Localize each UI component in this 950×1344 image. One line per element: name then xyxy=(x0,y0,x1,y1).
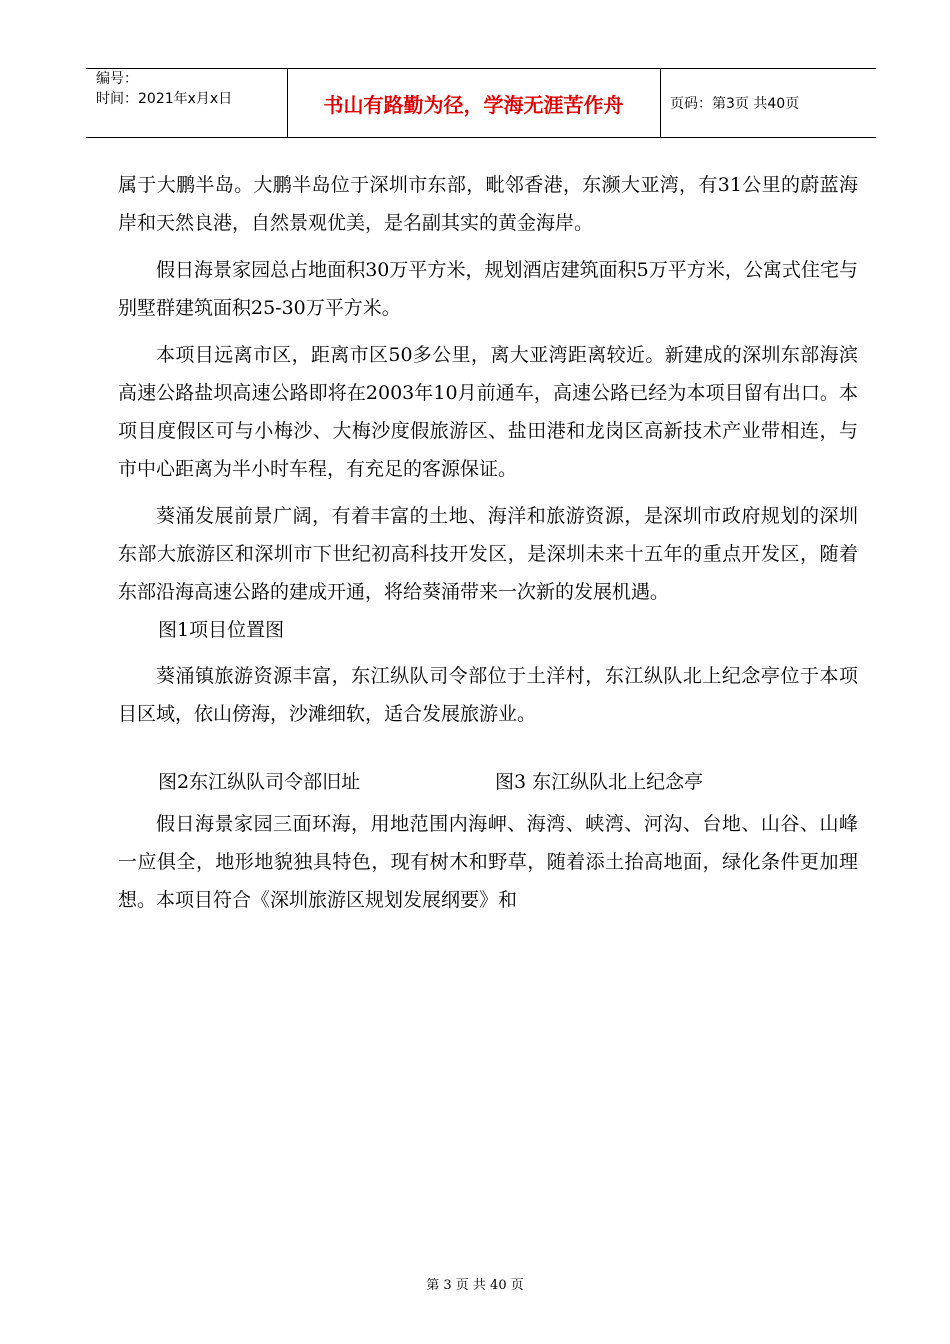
document-body xyxy=(118,166,858,919)
page-footer: 第 3 页 共 40 页 xyxy=(426,1278,524,1293)
paragraph: 葵涌镇旅游资源丰富，东江纵队司令部位于土洋村，东江纵队北上纪念亭位于本项目区域，依山傍海，沙滩细软，适合发展旅游业。 xyxy=(118,665,858,725)
header-page-info: 页码：第3页 共40页 xyxy=(670,96,800,112)
paragraph: 葵涌发展前景广阔，有着丰富的土地、海洋和旅游资源，是深圳市政府规划的深圳东部大旅游区和深圳市下世纪初高科技开发区，是深圳未来十五年的重点开发区，随着东部沿海高速公路的建成开通，将给葵涌带来一次新的发展机遇。 xyxy=(118,505,858,603)
figure-caption-2: 图2东江纵队司令部旧址 xyxy=(158,771,361,793)
paragraph: 本项目远离市区，距离市区50多公里，离大亚湾距离较近。新建成的深圳东部海滨高速公路盐坝高速公路即将在2003年10月前通车，高速公路已经为本项目留有出口。本项目度假区可与小梅沙、大梅沙度假旅游区、盐田港和龙岗区高新技术产业带相连，与市中心距离为半小时车程，有充足的客源保证。 xyxy=(118,344,858,480)
header-motto: 书山有路勤为径，学海无涯苦作舟 xyxy=(323,92,624,117)
page-header xyxy=(86,68,876,138)
figure-caption-3: 图3 东江纵队北上纪念亭 xyxy=(495,771,704,793)
paragraph: 假日海景家园三面环海，用地范围内海岬、海湾、峡湾、河沟、台地、山谷、山峰一应俱全，地形地貌独具特色，现有树木和野草，随着添土抬高地面，绿化条件更加理想。本项目符合《深圳旅游区规划发展纲要》和 xyxy=(118,813,858,911)
header-meta xyxy=(96,69,282,109)
figure-caption-1: 图1项目位置图 xyxy=(158,619,285,641)
figure-caption-row xyxy=(118,763,858,801)
paragraph: 属于大鹏半岛。大鹏半岛位于深圳市东部，毗邻香港，东濒大亚湾，有31公里的蔚蓝海岸和天然良港，自然景观优美，是名副其实的黄金海岸。 xyxy=(118,174,858,234)
paragraph: 假日海景家园总占地面积30万平方米，规划酒店建筑面积5万平方米，公寓式住宅与别墅群建筑面积25-30万平方米。 xyxy=(118,259,858,319)
number-label: 编号： xyxy=(96,71,138,87)
time-label: 时间：2021年x月x日 xyxy=(96,91,233,107)
